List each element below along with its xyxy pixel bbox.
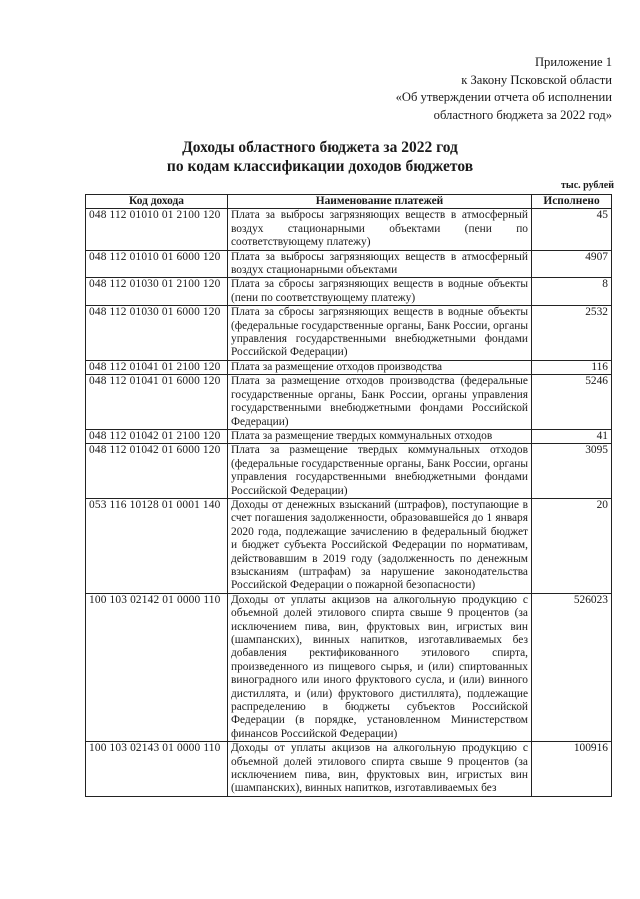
table-row — [86, 360, 612, 374]
header-amount: Исполнено — [532, 195, 612, 209]
income-code: 048 112 01030 01 6000 120 — [86, 306, 228, 361]
title-line: по кодам классификации доходов бюджетов — [166, 158, 474, 175]
income-code: 048 112 01010 01 6000 120 — [86, 250, 228, 278]
payment-name: Плата за выбросы загрязняющих веществ в атмосферный воздух стационарными объектами (пени по соответствующему платежу) — [228, 209, 532, 250]
table-row — [86, 209, 612, 250]
executed-amount: 45 — [532, 209, 612, 250]
payment-name: Плата за сбросы загрязняющих веществ в водные объекты (пени по соответствующему платежу) — [228, 278, 532, 306]
payment-name: Плата за размещение твердых коммунальных отходов (федеральные государственные органы, Банк России, органы управления государственными внебюджетными фондами Российской Федерации) — [228, 444, 532, 499]
income-code: 048 112 01041 01 2100 120 — [86, 360, 228, 374]
table-header-row — [86, 195, 612, 209]
income-code: 048 112 01010 01 2100 120 — [86, 209, 228, 250]
header-name: Наименование платежей — [228, 195, 532, 209]
executed-amount: 5246 — [532, 375, 612, 430]
appendix-line: Приложение 1 — [534, 55, 612, 69]
appendix-line: к Закону Псковской области — [461, 72, 612, 87]
table-row — [86, 742, 612, 797]
income-code: 048 112 01042 01 2100 120 — [86, 429, 228, 443]
payment-name: Доходы от уплаты акцизов на алкогольную продукцию с объемной долей этилового спирта свыше 9 процентов (за исключением пива, вин, фруктовых вин, игристых вин (шампанских), винных напитков, изготавливаемых без добавления ректификованного этилового спирта, произведенного из пищевого сырья, и (или) спиртованных виноградного или иного фруктового сусла, и (или) винного дистиллята, и (или) фруктового дистиллята), подлежащие распределению в бюджеты субъектов Российской Федерации (в порядке, установленном Министерством финансов Российской Федерации) — [228, 593, 532, 741]
table-row — [86, 278, 612, 306]
table-row — [86, 498, 612, 593]
table-row — [86, 444, 612, 499]
executed-amount: 4907 — [532, 250, 612, 278]
table-row — [86, 375, 612, 430]
document-title — [0, 138, 640, 176]
executed-amount: 3095 — [532, 444, 612, 499]
income-code: 100 103 02143 01 0000 110 — [86, 742, 228, 797]
income-code: 048 112 01042 01 6000 120 — [86, 444, 228, 499]
executed-amount: 41 — [532, 429, 612, 443]
income-code: 053 116 10128 01 0001 140 — [86, 498, 228, 593]
appendix-line: «Об утверждении отчета об исполнении — [395, 90, 612, 104]
appendix-line: областного бюджета за 2022 год» — [433, 107, 612, 122]
title-line: Доходы областного бюджета за 2022 год — [182, 139, 458, 156]
payment-name: Плата за выбросы загрязняющих веществ в атмосферный воздух стационарными объектами — [228, 250, 532, 278]
executed-amount: 526023 — [532, 593, 612, 741]
payment-name: Доходы от уплаты акцизов на алкогольную продукцию с объемной долей этилового спирта свыше 9 процентов (за исключением пива, вин, фруктовых вин, игристых вин (шампанских), винных напитков, изготавливаемых без — [228, 742, 532, 797]
income-code: 048 112 01041 01 6000 120 — [86, 375, 228, 430]
appendix-header — [396, 54, 612, 124]
income-code: 048 112 01030 01 2100 120 — [86, 278, 228, 306]
payment-name: Доходы от денежных взысканий (штрафов), поступающие в счет погашения задолженности, образовавшейся до 1 января 2020 года, подлежащие зачислению в федеральный бюджет и бюджет субъекта Российской Федерации по нормативам, действовавшим в 2019 году (задолженность по денежным взысканиям (штрафам) за нарушение законодательства Российской Федерации о пожарной безопасности) — [228, 498, 532, 593]
executed-amount: 2532 — [532, 306, 612, 361]
executed-amount: 20 — [532, 498, 612, 593]
header-code: Код дохода — [86, 195, 228, 209]
executed-amount: 8 — [532, 278, 612, 306]
table-row — [86, 306, 612, 361]
table-row — [86, 429, 612, 443]
payment-name: Плата за размещение твердых коммунальных отходов — [228, 429, 532, 443]
revenue-table — [85, 194, 612, 797]
payment-name: Плата за размещение отходов производства — [228, 360, 532, 374]
payment-name: Плата за размещение отходов производства (федеральные государственные органы, Банк России, органы управления государственными внебюджетными фондами Российской Федерации) — [228, 375, 532, 430]
income-code: 100 103 02142 01 0000 110 — [86, 593, 228, 741]
table-row — [86, 593, 612, 741]
executed-amount: 116 — [532, 360, 612, 374]
table-row — [86, 250, 612, 278]
units-label: тыс. рублей — [560, 180, 614, 191]
executed-amount: 100916 — [532, 742, 612, 797]
payment-name: Плата за сбросы загрязняющих веществ в водные объекты (федеральные государственные органы, Банк России, органы управления государственными внебюджетными фондами Российской Федерации) — [228, 306, 532, 361]
